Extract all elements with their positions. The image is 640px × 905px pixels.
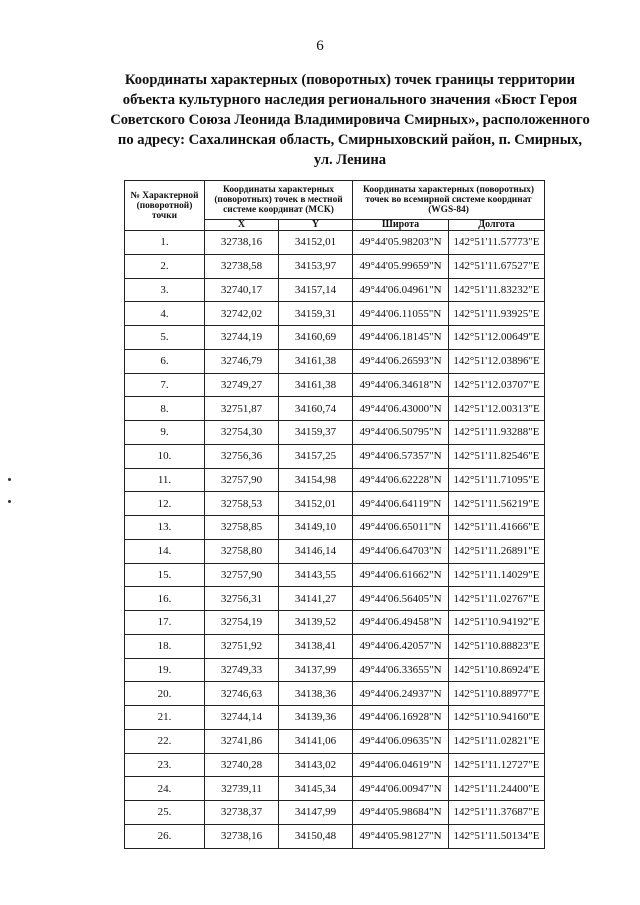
cell-y: 34139,36 (279, 706, 353, 730)
cell-x: 32741,86 (205, 729, 279, 753)
table-row (125, 516, 545, 540)
cell-y: 34149,10 (279, 516, 353, 540)
cell-longitude: 142°51'11.14029"E (449, 563, 545, 587)
cell-longitude: 142°51'11.02821"E (449, 729, 545, 753)
cell-y: 34138,41 (279, 634, 353, 658)
cell-longitude: 142°51'11.41666"E (449, 516, 545, 540)
cell-y: 34141,06 (279, 729, 353, 753)
cell-x: 32749,33 (205, 658, 279, 682)
table-row (125, 397, 545, 421)
cell-latitude: 49°44'06.18145"N (353, 326, 449, 350)
cell-x: 32757,90 (205, 468, 279, 492)
cell-x: 32746,79 (205, 349, 279, 373)
document-title (100, 70, 600, 170)
cell-latitude: 49°44'05.98203"N (353, 231, 449, 255)
cell-x: 32738,37 (205, 801, 279, 825)
table-row (125, 373, 545, 397)
cell-longitude: 142°51'12.03896"E (449, 349, 545, 373)
cell-latitude: 49°44'06.43000"N (353, 397, 449, 421)
cell-longitude: 142°51'11.82546"E (449, 444, 545, 468)
cell-latitude: 49°44'06.42057"N (353, 634, 449, 658)
table-row (125, 682, 545, 706)
cell-longitude: 142°51'11.50134"E (449, 824, 545, 848)
cell-y: 34160,69 (279, 326, 353, 350)
header-x: X (205, 220, 279, 231)
cell-latitude: 49°44'06.57357"N (353, 444, 449, 468)
cell-point-number: 19. (125, 658, 205, 682)
header-wgs-group: Координаты характерных (поворотных) точек во всемирной системе координат (WGS-84) (353, 181, 545, 220)
cell-longitude: 142°51'11.93925"E (449, 302, 545, 326)
title-line: Советского Союза Леонида Владимировича Смирных», расположенного (110, 112, 590, 128)
cell-y: 34157,14 (279, 278, 353, 302)
cell-point-number: 25. (125, 801, 205, 825)
cell-x: 32754,30 (205, 421, 279, 445)
cell-longitude: 142°51'12.00313"E (449, 397, 545, 421)
cell-latitude: 49°44'06.61662"N (353, 563, 449, 587)
cell-y: 34161,38 (279, 373, 353, 397)
cell-point-number: 9. (125, 421, 205, 445)
cell-x: 32738,16 (205, 824, 279, 848)
table-row (125, 492, 545, 516)
cell-longitude: 142°51'12.00649"E (449, 326, 545, 350)
cell-x: 32739,11 (205, 777, 279, 801)
cell-latitude: 49°44'06.56405"N (353, 587, 449, 611)
cell-y: 34159,37 (279, 421, 353, 445)
cell-x: 32751,92 (205, 634, 279, 658)
cell-y: 34143,55 (279, 563, 353, 587)
cell-point-number: 11. (125, 468, 205, 492)
cell-point-number: 22. (125, 729, 205, 753)
header-latitude: Широта (353, 220, 449, 231)
table-body (125, 231, 545, 849)
cell-longitude: 142°51'10.86924"E (449, 658, 545, 682)
page-number: 6 (316, 38, 324, 54)
cell-y: 34147,99 (279, 801, 353, 825)
cell-latitude: 49°44'06.04961"N (353, 278, 449, 302)
title-line: ул. Ленина (313, 152, 387, 168)
cell-longitude: 142°51'11.57773"E (449, 231, 545, 255)
cell-point-number: 5. (125, 326, 205, 350)
cell-longitude: 142°51'11.71095"E (449, 468, 545, 492)
cell-latitude: 49°44'06.65011"N (353, 516, 449, 540)
cell-latitude: 49°44'05.98127"N (353, 824, 449, 848)
cell-point-number: 26. (125, 824, 205, 848)
table-row (125, 801, 545, 825)
cell-x: 32738,58 (205, 254, 279, 278)
table-row (125, 468, 545, 492)
cell-longitude: 142°51'11.67527"E (449, 254, 545, 278)
coordinates-table (124, 180, 545, 849)
table-row (125, 824, 545, 848)
cell-y: 34157,25 (279, 444, 353, 468)
cell-x: 32756,36 (205, 444, 279, 468)
cell-point-number: 15. (125, 563, 205, 587)
cell-y: 34152,01 (279, 231, 353, 255)
table-row (125, 326, 545, 350)
table-row (125, 706, 545, 730)
scan-speck (8, 478, 11, 481)
cell-latitude: 49°44'06.26593"N (353, 349, 449, 373)
cell-latitude: 49°44'05.99659"N (353, 254, 449, 278)
cell-latitude: 49°44'05.98684"N (353, 801, 449, 825)
cell-y: 34160,74 (279, 397, 353, 421)
cell-y: 34139,52 (279, 611, 353, 635)
cell-point-number: 2. (125, 254, 205, 278)
cell-point-number: 1. (125, 231, 205, 255)
cell-longitude: 142°51'10.88823"E (449, 634, 545, 658)
cell-point-number: 24. (125, 777, 205, 801)
cell-x: 32738,16 (205, 231, 279, 255)
cell-latitude: 49°44'06.49458"N (353, 611, 449, 635)
cell-longitude: 142°51'11.83232"E (449, 278, 545, 302)
cell-longitude: 142°51'11.02767"E (449, 587, 545, 611)
table-row (125, 302, 545, 326)
cell-latitude: 49°44'06.24937"N (353, 682, 449, 706)
cell-y: 34141,27 (279, 587, 353, 611)
table-row (125, 563, 545, 587)
cell-x: 32744,14 (205, 706, 279, 730)
cell-longitude: 142°51'11.24400"E (449, 777, 545, 801)
cell-x: 32751,87 (205, 397, 279, 421)
cell-point-number: 14. (125, 539, 205, 563)
cell-longitude: 142°51'10.94192"E (449, 611, 545, 635)
cell-y: 34153,97 (279, 254, 353, 278)
cell-latitude: 49°44'06.64703"N (353, 539, 449, 563)
header-y: Y (279, 220, 353, 231)
table-row (125, 729, 545, 753)
table-row (125, 254, 545, 278)
cell-point-number: 17. (125, 611, 205, 635)
header-longitude: Долгота (449, 220, 545, 231)
cell-point-number: 10. (125, 444, 205, 468)
table-row (125, 421, 545, 445)
table-row (125, 611, 545, 635)
cell-latitude: 49°44'06.11055"N (353, 302, 449, 326)
table-row (125, 753, 545, 777)
cell-y: 34146,14 (279, 539, 353, 563)
cell-point-number: 12. (125, 492, 205, 516)
cell-point-number: 20. (125, 682, 205, 706)
cell-latitude: 49°44'06.34618"N (353, 373, 449, 397)
header-msk-group: Координаты характерных (поворотных) точек в местной системе координат (МСК) (205, 181, 353, 220)
cell-longitude: 142°51'11.12727"E (449, 753, 545, 777)
cell-longitude: 142°51'11.56219"E (449, 492, 545, 516)
cell-x: 32758,80 (205, 539, 279, 563)
cell-longitude: 142°51'11.93288"E (449, 421, 545, 445)
cell-x: 32740,17 (205, 278, 279, 302)
cell-x: 32742,02 (205, 302, 279, 326)
cell-longitude: 142°51'10.88977"E (449, 682, 545, 706)
cell-x: 32740,28 (205, 753, 279, 777)
cell-point-number: 16. (125, 587, 205, 611)
table-row (125, 278, 545, 302)
cell-y: 34137,99 (279, 658, 353, 682)
cell-longitude: 142°51'12.03707"E (449, 373, 545, 397)
cell-x: 32744,19 (205, 326, 279, 350)
cell-longitude: 142°51'10.94160"E (449, 706, 545, 730)
cell-latitude: 49°44'06.64119"N (353, 492, 449, 516)
title-line: Координаты характерных (поворотных) точек границы территории (124, 72, 576, 88)
table-row (125, 231, 545, 255)
title-line: объекта культурного наследия регионального значения «Бюст Героя (122, 92, 578, 108)
scan-speck (8, 500, 11, 503)
cell-x: 32756,31 (205, 587, 279, 611)
table-row (125, 444, 545, 468)
cell-x: 32746,63 (205, 682, 279, 706)
cell-point-number: 23. (125, 753, 205, 777)
cell-y: 34138,36 (279, 682, 353, 706)
header-point-number: № Характерной (поворотной) точки (125, 181, 205, 231)
cell-longitude: 142°51'11.37687"E (449, 801, 545, 825)
table-row (125, 349, 545, 373)
cell-point-number: 7. (125, 373, 205, 397)
cell-x: 32749,27 (205, 373, 279, 397)
table-row (125, 634, 545, 658)
cell-x: 32754,19 (205, 611, 279, 635)
cell-y: 34161,38 (279, 349, 353, 373)
cell-latitude: 49°44'06.50795"N (353, 421, 449, 445)
table-row (125, 539, 545, 563)
cell-x: 32757,90 (205, 563, 279, 587)
table-row (125, 777, 545, 801)
cell-point-number: 18. (125, 634, 205, 658)
table-row (125, 587, 545, 611)
cell-y: 34150,48 (279, 824, 353, 848)
cell-point-number: 3. (125, 278, 205, 302)
cell-latitude: 49°44'06.16928"N (353, 706, 449, 730)
cell-x: 32758,85 (205, 516, 279, 540)
cell-latitude: 49°44'06.62228"N (353, 468, 449, 492)
cell-point-number: 8. (125, 397, 205, 421)
cell-x: 32758,53 (205, 492, 279, 516)
cell-latitude: 49°44'06.00947"N (353, 777, 449, 801)
cell-y: 34154,98 (279, 468, 353, 492)
cell-y: 34143,02 (279, 753, 353, 777)
table-row (125, 658, 545, 682)
cell-y: 34145,34 (279, 777, 353, 801)
cell-latitude: 49°44'06.09635"N (353, 729, 449, 753)
cell-latitude: 49°44'06.04619"N (353, 753, 449, 777)
cell-longitude: 142°51'11.26891"E (449, 539, 545, 563)
cell-y: 34159,31 (279, 302, 353, 326)
cell-y: 34152,01 (279, 492, 353, 516)
table-header (125, 181, 545, 231)
cell-point-number: 6. (125, 349, 205, 373)
cell-point-number: 4. (125, 302, 205, 326)
cell-latitude: 49°44'06.33655"N (353, 658, 449, 682)
title-line: по адресу: Сахалинская область, Смирныховский район, п. Смирных, (117, 132, 583, 148)
cell-point-number: 13. (125, 516, 205, 540)
cell-point-number: 21. (125, 706, 205, 730)
